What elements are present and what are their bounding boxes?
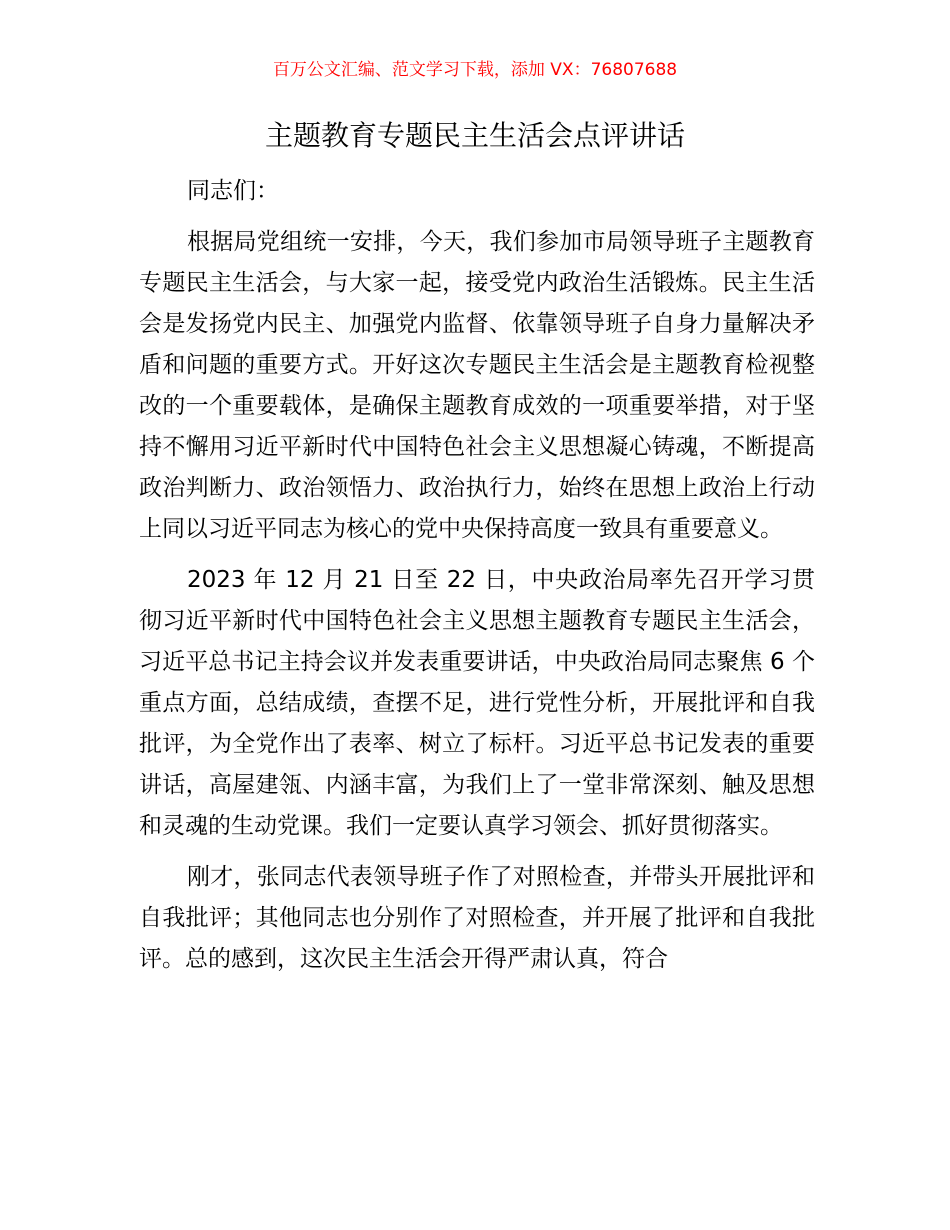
paragraph-gap (139, 847, 815, 857)
document-body (139, 171, 815, 980)
paragraph-1: 根据局党组统一安排，今天，我们参加市局领导班子主题教育专题民主生活会，与大家一起，接受党内政治生活锻炼。民主生活会是发扬党内民主、加强党内监督、依靠领导班子自身力量解决矛盾和问题的重要方式。开好这次专题民主生活会是主题教育检视整改的一个重要载体，是确保主题教育成效的一项重要举措，对于坚持不懈用习近平新时代中国特色社会主义思想凝心铸魂，不断提高政治判断力、政治领悟力、政治执行力，始终在思想上政治上行动上同以习近平同志为核心的党中央保持高度一致具有重要意义。 (139, 229, 815, 542)
paragraph-2: 2023 年 12 月 21 日至 22 日，中央政治局率先召开学习贯彻习近平新时代中国特色社会主义思想主题教育专题民主生活会，习近平总书记主持会议并发表重要讲话，中央政治局同志聚焦 6 个重点方面，总结成绩，查摆不足，进行党性分析，开展批评和自我批评，为全党作出了表率、树立了标杆。习近平总书记发表的重要讲话，高屋建瓴、内涵丰富，为我们上了一堂非常深刻、触及思想和灵魂的生动党课。我们一定要认真学习领会、抓好贯彻落实。 (139, 567, 815, 839)
paragraph-gap (139, 212, 815, 222)
paragraph-3: 刚才，张同志代表领导班子作了对照检查，并带头开展批评和自我批评；其他同志也分别作了对照检查，并开展了批评和自我批评。总的感到，这次民主生活会开得严肃认真，符合 (139, 864, 815, 972)
paragraph-gap (139, 550, 815, 560)
salutation: 同志们： (187, 178, 279, 204)
watermark-banner: 百万公文汇编、范文学习下载，添加 VX：76807688 (272, 60, 678, 80)
document-title: 主题教育专题民主生活会点评讲话 (264, 119, 685, 152)
